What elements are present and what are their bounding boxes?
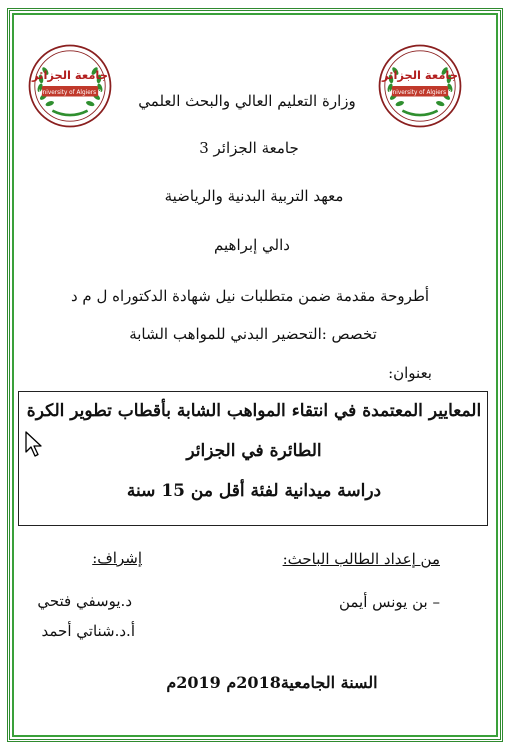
mouse-cursor-icon [24, 430, 46, 458]
institute-line: معهد التربية البدنية والرياضية [164, 187, 344, 205]
university-logo-left [26, 42, 114, 130]
logo-left-english: University of Algiers 3 [38, 89, 102, 96]
university-logo-right [376, 42, 464, 130]
logo-right-english: University of Algiers 3 [388, 89, 452, 96]
ministry-line: وزارة التعليم العالي والبحث العلمي [138, 92, 356, 110]
specialty-line: تخصص :التحضير البدني للمواهب الشابة [129, 325, 377, 343]
title-label: بعنوان: [388, 364, 432, 382]
student-name: – بن يونس أيمن [338, 593, 440, 611]
prepared-by-label: من إعداد الطالب الباحث: [282, 550, 440, 568]
supervision-label: إشراف: [92, 549, 142, 567]
thesis-submission-line: أطروحة مقدمة ضمن متطلبات نيل شهادة الدكتوراه ل م د [70, 287, 430, 305]
title-line-1: المعايير المعتمدة في انتقاء المواهب الشابة بأقطاب تطوير الكرة [26, 401, 482, 421]
author-line: دالي إبراهيم [214, 236, 290, 254]
university-line: جامعة الجزائر 3 [199, 139, 299, 157]
logo-left-arabic: جامعة الجزائر [32, 67, 108, 82]
title-line-3: دراسة ميدانية لفئة أقل من 15 سنة [126, 481, 382, 501]
academic-year: السنة الجامعية2018م 2019م [166, 673, 378, 692]
title-line-2: الطائرة في الجزائر [186, 441, 322, 461]
logo-right-arabic: جامعة الجزائر [382, 67, 458, 82]
supervisor-1: د.يوسفي فتحي [37, 592, 132, 610]
supervisor-2: أ.د.شناتي أحمد [41, 622, 135, 640]
thesis-title-box [18, 391, 488, 526]
